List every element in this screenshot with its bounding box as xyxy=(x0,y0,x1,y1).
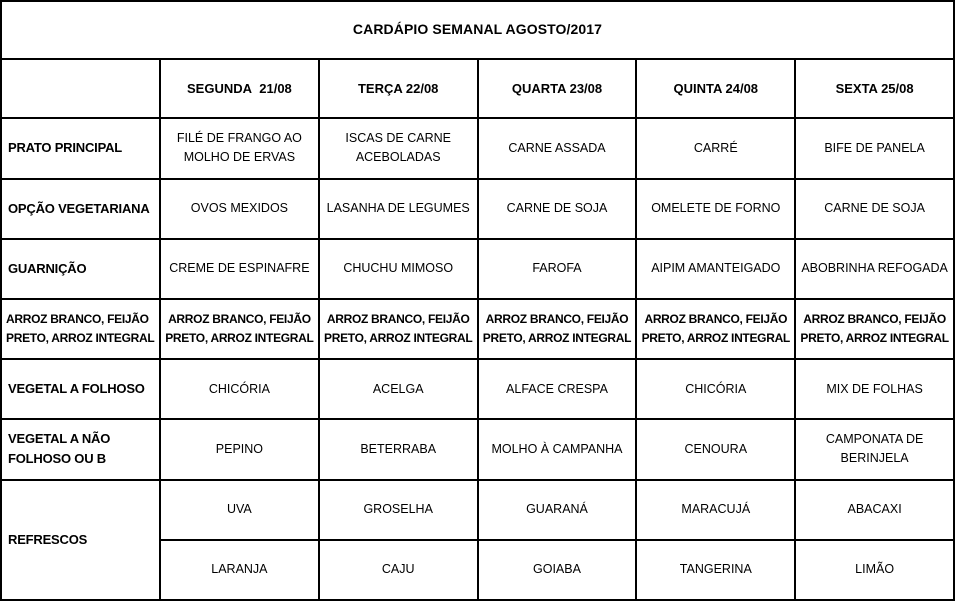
row-opcao-vegetariana xyxy=(1,179,954,239)
menu-cell: BIFE DE PANELA xyxy=(795,118,954,178)
menu-cell: BETERRABA xyxy=(319,419,478,479)
row-label-arroz-feijao: ARROZ BRANCO, FEIJÃO PRETO, ARROZ INTEGRAL xyxy=(1,299,160,359)
menu-cell: MARACUJÁ xyxy=(636,480,795,540)
menu-cell: ARROZ BRANCO, FEIJÃO PRETO, ARROZ INTEGRAL xyxy=(160,299,319,359)
menu-cell: CARNE DE SOJA xyxy=(795,179,954,239)
row-arroz-feijao xyxy=(1,299,954,359)
row-label-refrescos: REFRESCOS xyxy=(1,480,160,601)
menu-cell: LASANHA DE LEGUMES xyxy=(319,179,478,239)
row-refrescos-1 xyxy=(1,480,954,540)
menu-cell: ARROZ BRANCO, FEIJÃO PRETO, ARROZ INTEGRAL xyxy=(319,299,478,359)
row-prato-principal xyxy=(1,118,954,178)
menu-cell: OMELETE DE FORNO xyxy=(636,179,795,239)
menu-cell: ARROZ BRANCO, FEIJÃO PRETO, ARROZ INTEGRAL xyxy=(478,299,637,359)
menu-cell: GROSELHA xyxy=(319,480,478,540)
menu-cell: ABACAXI xyxy=(795,480,954,540)
row-label-vegetal-nao-folhoso: VEGETAL A NÃO FOLHOSO OU B xyxy=(1,419,160,479)
menu-cell: CAMPONATA DE BERINJELA xyxy=(795,419,954,479)
row-label-opcao-vegetariana: OPÇÃO VEGETARIANA xyxy=(1,179,160,239)
day-header-row xyxy=(1,59,954,118)
menu-cell: ARROZ BRANCO, FEIJÃO PRETO, ARROZ INTEGRAL xyxy=(636,299,795,359)
title-row xyxy=(1,1,954,59)
menu-cell: CHICÓRIA xyxy=(160,359,319,419)
menu-cell: CAJU xyxy=(319,540,478,600)
menu-cell: CHUCHU MIMOSO xyxy=(319,239,478,299)
menu-cell: GOIABA xyxy=(478,540,637,600)
day-header-sexta: SEXTA 25/08 xyxy=(795,59,954,118)
menu-cell: CARNE DE SOJA xyxy=(478,179,637,239)
menu-cell: ALFACE CRESPA xyxy=(478,359,637,419)
menu-cell: MOLHO À CAMPANHA xyxy=(478,419,637,479)
menu-cell: MIX DE FOLHAS xyxy=(795,359,954,419)
page-title: CARDÁPIO SEMANAL AGOSTO/2017 xyxy=(1,1,954,59)
menu-cell: OVOS MEXIDOS xyxy=(160,179,319,239)
row-vegetal-nao-folhoso xyxy=(1,419,954,479)
menu-cell: CARRÉ xyxy=(636,118,795,178)
menu-cell: PEPINO xyxy=(160,419,319,479)
menu-cell: FAROFA xyxy=(478,239,637,299)
menu-cell: CHICÓRIA xyxy=(636,359,795,419)
menu-cell: CARNE ASSADA xyxy=(478,118,637,178)
row-vegetal-folhoso xyxy=(1,359,954,419)
menu-cell: TANGERINA xyxy=(636,540,795,600)
menu-cell: FILÉ DE FRANGO AO MOLHO DE ERVAS xyxy=(160,118,319,178)
menu-cell: ISCAS DE CARNE ACEBOLADAS xyxy=(319,118,478,178)
day-header-terca: TERÇA 22/08 xyxy=(319,59,478,118)
corner-cell xyxy=(1,59,160,118)
day-header-segunda: SEGUNDA 21/08 xyxy=(160,59,319,118)
menu-cell: CREME DE ESPINAFRE xyxy=(160,239,319,299)
row-guarnicao xyxy=(1,239,954,299)
menu-cell: UVA xyxy=(160,480,319,540)
row-label-guarnicao: GUARNIÇÃO xyxy=(1,239,160,299)
day-header-quinta: QUINTA 24/08 xyxy=(636,59,795,118)
day-header-quarta: QUARTA 23/08 xyxy=(478,59,637,118)
menu-cell: LARANJA xyxy=(160,540,319,600)
menu-cell: CENOURA xyxy=(636,419,795,479)
row-label-prato-principal: PRATO PRINCIPAL xyxy=(1,118,160,178)
menu-cell: LIMÃO xyxy=(795,540,954,600)
menu-cell: ARROZ BRANCO, FEIJÃO PRETO, ARROZ INTEGRAL xyxy=(795,299,954,359)
row-label-vegetal-folhoso: VEGETAL A FOLHOSO xyxy=(1,359,160,419)
menu-cell: GUARANÁ xyxy=(478,480,637,540)
menu-cell: ABOBRINHA REFOGADA xyxy=(795,239,954,299)
menu-cell: ACELGA xyxy=(319,359,478,419)
menu-cell: AIPIM AMANTEIGADO xyxy=(636,239,795,299)
